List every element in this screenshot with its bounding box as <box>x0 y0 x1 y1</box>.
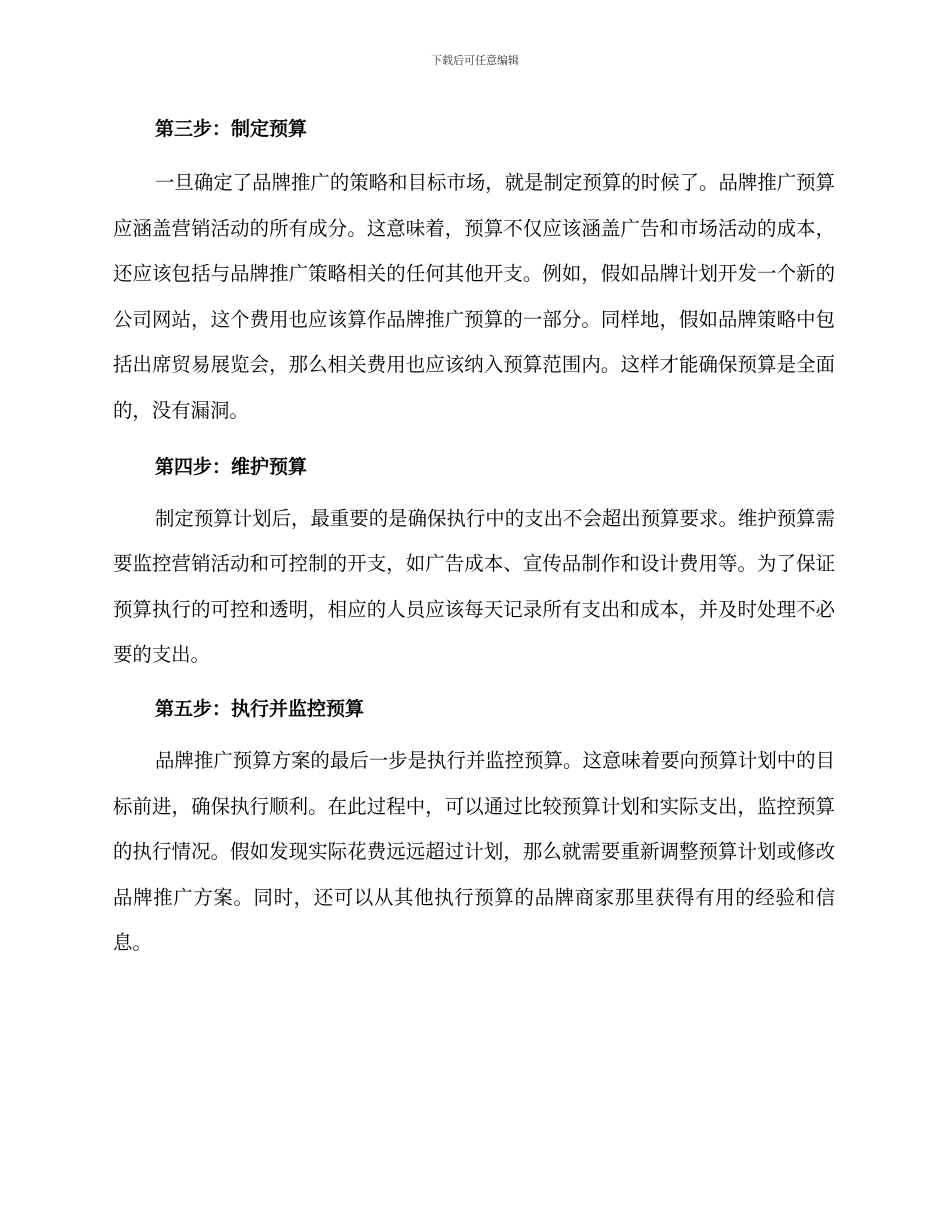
section-heading-step-4: 第四步：维护预算 <box>155 455 308 478</box>
section-heading-step-5: 第五步：执行并监控预算 <box>155 697 365 720</box>
section-paragraph-step-4: 制定预算计划后，最重要的是确保执行中的支出不会超出预算要求。维护预算需要监控营销活动和可控制的开支，如广告成本、宣传品制作和设计费用等。为了保证预算执行的可控和透明，相应的人员应该每天记录所有支出和成本，并及时处理不必要的支出。 <box>113 506 835 667</box>
section-paragraph-step-5: 品牌推广预算方案的最后一步是执行并监控预算。这意味着要向预算计划中的目标前进，确保执行顺利。在此过程中，可以通过比较预算计划和实际支出，监控预算的执行情况。假如发现实际花费远远超过计划，那么就需要重新调整预算计划或修改品牌推广方案。同时，还可以从其他执行预算的品牌商家那里获得有用的经验和信息。 <box>113 748 835 955</box>
section-heading-step-3: 第三步：制定预算 <box>155 118 308 140</box>
document-body <box>113 112 835 966</box>
page-header: 下载后可任意编辑 <box>431 54 519 67</box>
section-paragraph-step-3: 一旦确定了品牌推广的策略和目标市场，就是制定预算的时候了。品牌推广预算应涵盖营销活动的所有成分。这意味着，预算不仅应该涵盖广告和市场活动的成本，还应该包括与品牌推广策略相关的任何其他开支。例如，假如品牌计划开发一个新的公司网站，这个费用也应该算作品牌推广预算的一部分。同样地，假如品牌策略中包括出席贸易展览会，那么相关费用也应该纳入预算范围内。这样才能确保预算是全面的，没有漏洞。 <box>113 171 835 422</box>
